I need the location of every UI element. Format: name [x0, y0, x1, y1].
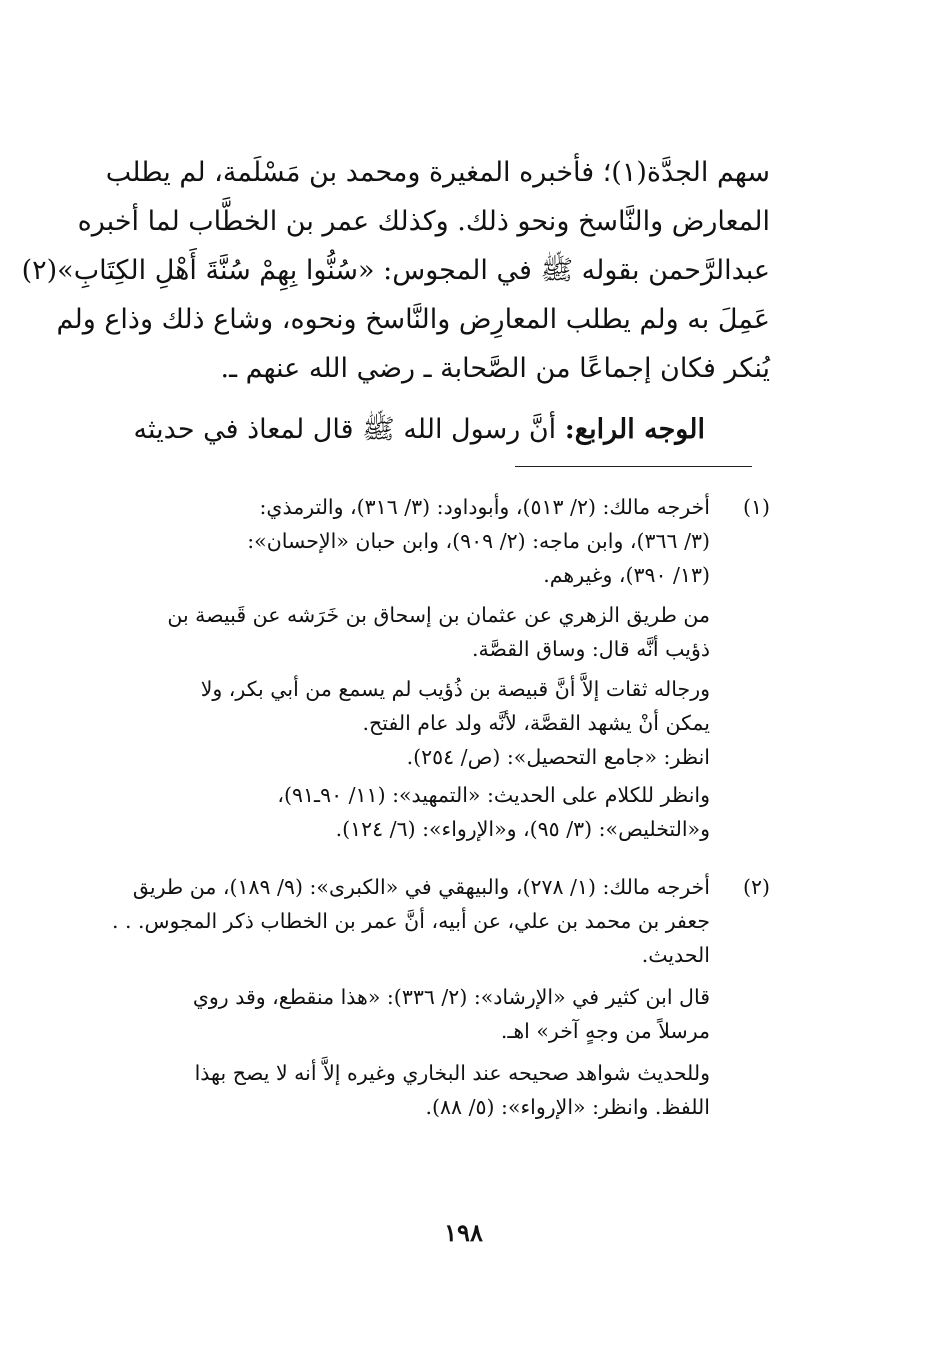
footnote-line: جعفر بن محمد بن علي، عن أبيه، أنَّ عمر بن الخطاب ذكر المجوس. . . [111, 909, 710, 933]
footnote-line: وللحديث شواهد صحيحه عند البخاري وغيره إلاَّ أنه لا يصح بهذا [194, 1061, 710, 1085]
footnote-line: أخرجه مالك: (١/ ٢٧٨)، والبيهقي في «الكبرى»: (٩/ ١٨٩)، من طريق [132, 875, 710, 899]
footnote-number: (٢) [742, 875, 770, 899]
footnote-number: (١) [742, 495, 770, 519]
footnote-line: انظر: «جامع التحصيل»: (ص/ ٢٥٤). [406, 745, 710, 769]
footnote-text [100, 870, 710, 1124]
main-line: سهم الجدَّة(١)؛ فأخبره المغيرة ومحمد بن مَسْلَمة، لم يطلب [105, 157, 770, 188]
footnote-line: و«التخليص»: (٣/ ٩٥)، و«الإرواء»: (٦/ ١٢٤). [335, 817, 710, 841]
footnote-line: وانظر للكلام على الحديث: «التمهيد»: (١١/ ٩٠ـ٩١)، [277, 783, 710, 807]
page-number: ١٩٨ [444, 1218, 483, 1247]
footnote-line: الحديث. [641, 943, 710, 967]
footnote-line: أخرجه مالك: (٢/ ٥١٣)، وأبوداود: (٣/ ٣١٦)، والترمذي: [259, 495, 710, 519]
footnote-2 [100, 870, 770, 1140]
main-line: عبدالرَّحمن بقوله ﷺ في المجوس: «سُنُّوا بِهِمْ سُنَّةَ أَهْلِ الكِتَابِ»(٢) [21, 255, 770, 286]
main-line: المعارض والنَّاسخ ونحو ذلك. وكذلك عمر بن الخطَّاب لما أخبره [77, 206, 770, 237]
footnote-line: (٣/ ٣٦٦)، وابن ماجه: (٢/ ٩٠٩)، وابن حبان «الإحسان»: [247, 529, 710, 553]
main-line: عَمِلَ به ولم يطلب المعارِض والنَّاسخ ونحوه، وشاع ذلك وذاع ولم [56, 304, 770, 335]
main-line: يُنكر فكان إجماعًا من الصَّحابة ـ رضي الله عنهم ـ. [220, 353, 770, 384]
footnote-separator [515, 466, 752, 467]
footnote-text [100, 490, 710, 846]
footnote-line: (١٣/ ٣٩٠)، وغيرهم. [543, 563, 710, 587]
footnote-line: يمكن أنْ يشهد القصَّة، لأنَّه ولد عام الفتح. [362, 711, 710, 735]
footnote-line: ورجاله ثقات إلاَّ أنَّ قبيصة بن ذُؤيب لم يسمع من أبي بكر، ولا [200, 677, 710, 701]
footnote-line: مرسلاً من وجهٍ آخر» اهـ. [500, 1019, 710, 1043]
footnote-line: من طريق الزهري عن عثمان بن إسحاق بن خَرَشه عن قَبيصة بن [167, 603, 710, 627]
footnote-1 [100, 490, 770, 870]
section-heading [100, 405, 705, 455]
heading-bold: الوجه الرابع: [564, 414, 705, 445]
footnote-line: قال ابن كثير في «الإرشاد»: (٢/ ٣٣٦): «هذا منقطع، وقد روي [192, 985, 710, 1009]
heading-rest: أنَّ رسول الله ﷺ قال لمعاذ في حديثه [133, 414, 565, 445]
footnote-line: اللفظ. وانظر: «الإرواء»: (٥/ ٨٨). [425, 1095, 710, 1119]
footnote-line: ذؤيب أنَّه قال: وساق القصَّة. [472, 637, 710, 661]
main-text [21, 148, 770, 393]
